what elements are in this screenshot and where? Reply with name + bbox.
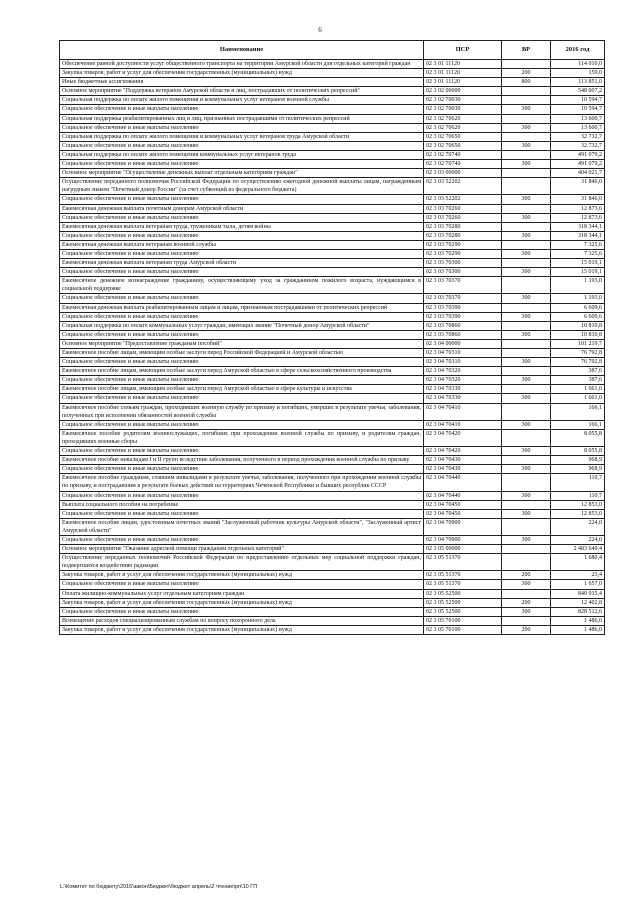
table-row [60, 87, 605, 96]
cell-vr [502, 60, 551, 69]
table-row [60, 385, 605, 394]
cell-amount: 968,9 [551, 465, 605, 474]
cell-name: Ежемесячное пособие лицам, имеющим особые заслуги перед Амурской областью в сфере сельскохозяйственного производства [60, 367, 424, 376]
cell-psr: 02 3 03 70390 [424, 303, 502, 312]
cell-name: Ежемесячная денежная выплата почетным донорам Амурской области [60, 204, 424, 213]
cell-vr [502, 259, 551, 268]
cell-psr: 02 3 04 70430 [424, 456, 502, 465]
cell-amount: 15 019,1 [551, 259, 605, 268]
cell-amount: 10 810,8 [551, 321, 605, 330]
cell-name: Социальное обеспечение и иные выплаты населению [60, 358, 424, 367]
table-row [60, 339, 605, 348]
cell-psr: 02 3 04 70900 [424, 535, 502, 544]
table-row [60, 213, 605, 222]
cell-name: Основное мероприятие "Осуществление денежных выплат отдельным категориям граждан" [60, 169, 424, 178]
cell-psr: 02 3 04 70330 [424, 385, 502, 394]
cell-psr: 02 3 03 70300 [424, 259, 502, 268]
cell-name: Социальное обеспечение и иные выплаты населению [60, 123, 424, 132]
cell-psr: 02 3 01 11120 [424, 60, 502, 69]
cell-amount: 1 661,0 [551, 394, 605, 403]
cell-name: Закупка товаров, работ и услуг для обеспечения государственных (муниципальных) нужд [60, 571, 424, 580]
table-row [60, 420, 605, 429]
cell-vr [502, 150, 551, 159]
table-row [60, 625, 605, 634]
cell-amount: 7 325,6 [551, 240, 605, 249]
cell-psr: 02 3 04 70310 [424, 358, 502, 367]
cell-psr: 02 3 03 70370 [424, 277, 502, 294]
cell-amount: 404 021,7 [551, 169, 605, 178]
cell-name: Социальное обеспечение и иные выплаты населению [60, 312, 424, 321]
table-row [60, 616, 605, 625]
cell-psr: 02 3 05 51370 [424, 571, 502, 580]
cell-name: Ежемесячное пособие лицам, имеющим особые заслуги перед Российской Федерацией и Амурской областью [60, 349, 424, 358]
cell-psr: 02 3 04 70330 [424, 394, 502, 403]
cell-psr: 02 3 04 70410 [424, 420, 502, 429]
cell-vr: 300 [502, 376, 551, 385]
cell-amount: 13 600,7 [551, 123, 605, 132]
table-row [60, 178, 605, 195]
cell-vr: 300 [502, 465, 551, 474]
cell-psr: 02 3 05 70100 [424, 625, 502, 634]
cell-psr: 02 3 04 70410 [424, 403, 502, 420]
cell-name: Социальное обеспечение и иные выплаты населению [60, 160, 424, 169]
table-row [60, 132, 605, 141]
cell-amount: 114 010,0 [551, 60, 605, 69]
cell-psr: 02 3 05 51370 [424, 580, 502, 589]
table-row [60, 500, 605, 509]
cell-vr [502, 169, 551, 178]
cell-amount: 76 792,8 [551, 358, 605, 367]
cell-psr: 02 3 05 51370 [424, 554, 502, 571]
header-name: Наименование [60, 41, 424, 60]
cell-amount: 166,1 [551, 403, 605, 420]
table-row [60, 447, 605, 456]
cell-amount: 32 732,7 [551, 141, 605, 150]
cell-name: Социальное обеспечение и иные выплаты населению [60, 420, 424, 429]
cell-psr: 02 3 03 00000 [424, 169, 502, 178]
cell-psr: 02 3 04 00000 [424, 339, 502, 348]
cell-amount: 6 609,6 [551, 303, 605, 312]
cell-name: Ежемесячная денежная выплата реабилитированным лицам и лицам, признанным пострадавшими от политических репрессий [60, 303, 424, 312]
cell-psr: 02 3 01 11120 [424, 78, 502, 87]
cell-psr: 02 3 04 70430 [424, 465, 502, 474]
cell-psr: 02 3 03 70860 [424, 321, 502, 330]
cell-amount: 968,9 [551, 456, 605, 465]
cell-name: Социальное обеспечение и иные выплаты населению [60, 105, 424, 114]
cell-vr [502, 87, 551, 96]
cell-name: Социальное обеспечение и иные выплаты населению [60, 580, 424, 589]
cell-name: Социальная поддержка по оплате жилого помещения и коммунальных услуг ветеранов труда Амурской области [60, 132, 424, 141]
table-row [60, 367, 605, 376]
cell-name: Ежемесячная денежная выплата ветеранам труда, труженикам тыла, детям войны [60, 222, 424, 231]
cell-vr [502, 554, 551, 571]
cell-name: Социальное обеспечение и иные выплаты населению [60, 268, 424, 277]
cell-vr [502, 132, 551, 141]
cell-psr: 02 3 03 70260 [424, 213, 502, 222]
cell-psr: 02 3 03 70290 [424, 249, 502, 258]
cell-name: Социальная поддержка реабилитированных лиц и лиц, признанных пострадавшими от политических репрессий [60, 114, 424, 123]
table-row [60, 277, 605, 294]
cell-vr [502, 303, 551, 312]
cell-vr: 300 [502, 123, 551, 132]
table-row [60, 349, 605, 358]
cell-name: Выплата социального пособия на погребение [60, 500, 424, 509]
cell-vr [502, 178, 551, 195]
table-row [60, 231, 605, 240]
header-year: 2016 год [551, 41, 605, 60]
cell-vr: 300 [502, 580, 551, 589]
cell-amount: 491 079,2 [551, 150, 605, 159]
table-row [60, 204, 605, 213]
cell-amount: 10 594,7 [551, 105, 605, 114]
cell-vr [502, 222, 551, 231]
cell-psr: 02 3 04 70320 [424, 376, 502, 385]
table-row [60, 114, 605, 123]
cell-vr [502, 204, 551, 213]
table-row [60, 259, 605, 268]
cell-psr: 02 3 04 70450 [424, 509, 502, 518]
cell-amount: 12 853,0 [551, 500, 605, 509]
cell-vr: 300 [502, 249, 551, 258]
header-psr: ПСР [424, 41, 502, 60]
cell-name: Иные бюджетные ассигнования [60, 78, 424, 87]
table-row [60, 456, 605, 465]
cell-psr: 02 3 05 70100 [424, 616, 502, 625]
cell-vr [502, 240, 551, 249]
table-row [60, 321, 605, 330]
cell-psr: 02 3 04 70420 [424, 429, 502, 446]
cell-amount: 224,0 [551, 535, 605, 544]
table-row [60, 222, 605, 231]
cell-name: Социальное обеспечение и иные выплаты населению [60, 465, 424, 474]
cell-psr: 02 3 03 70860 [424, 330, 502, 339]
table-row [60, 150, 605, 159]
cell-psr: 02 3 03 70300 [424, 268, 502, 277]
cell-amount: 387,6 [551, 376, 605, 385]
cell-vr: 300 [502, 312, 551, 321]
cell-vr: 300 [502, 607, 551, 616]
cell-amount: 6 609,6 [551, 312, 605, 321]
cell-name: Социальное обеспечение и иные выплаты населению [60, 447, 424, 456]
cell-psr: 02 3 01 11120 [424, 69, 502, 78]
cell-name: Социальное обеспечение и иные выплаты населению [60, 294, 424, 303]
cell-amount: 76 792,8 [551, 349, 605, 358]
budget-table [59, 40, 605, 635]
cell-vr [502, 114, 551, 123]
cell-psr: 02 3 04 70420 [424, 447, 502, 456]
cell-amount: 10 810,8 [551, 330, 605, 339]
cell-vr: 300 [502, 105, 551, 114]
cell-name: Основное мероприятие "Оказание адресной помощи гражданам отдельных категорий" [60, 545, 424, 554]
cell-name: Ежемесячное пособие родителям военнослужащих, погибших при прохождении военной службы по призыву, и родителям граждан, проходивших военные сборы [60, 429, 424, 446]
cell-amount: 12 873,6 [551, 213, 605, 222]
table-row [60, 598, 605, 607]
cell-name: Ежемесячная денежная выплата ветеранам труда Амурской области [60, 259, 424, 268]
cell-psr: 02 3 03 70260 [424, 204, 502, 213]
table-row [60, 249, 605, 258]
table-row [60, 465, 605, 474]
cell-name: Основное мероприятие "Предоставление гражданам пособий" [60, 339, 424, 348]
cell-name: Социальное обеспечение и иные выплаты населению [60, 231, 424, 240]
cell-name: Социальное обеспечение и иные выплаты населению [60, 491, 424, 500]
cell-amount: 13 600,7 [551, 114, 605, 123]
cell-amount: 1 486,0 [551, 625, 605, 634]
cell-vr: 300 [502, 268, 551, 277]
cell-vr: 300 [502, 195, 551, 204]
cell-amount: 166,1 [551, 420, 605, 429]
cell-vr [502, 545, 551, 554]
table-row [60, 123, 605, 132]
table-row [60, 60, 605, 69]
table-row [60, 105, 605, 114]
cell-psr: 02 3 04 70440 [424, 474, 502, 491]
cell-vr [502, 403, 551, 420]
cell-psr: 02 3 03 52202 [424, 195, 502, 204]
cell-name: Ежемесячное пособие инвалидам I и II групп вследствие заболевания, полученного в период прохождения военной службы по призыву [60, 456, 424, 465]
cell-psr: 02 3 05 52500 [424, 589, 502, 598]
table-row [60, 330, 605, 339]
table-row [60, 429, 605, 446]
cell-vr [502, 321, 551, 330]
table-row [60, 474, 605, 491]
cell-name: Ежемесячное денежное вознаграждение гражданину, осуществляющему уход за гражданином пожилого возраста, нуждающимся в социальной поддержке [60, 277, 424, 294]
cell-psr: 02 3 02 70030 [424, 96, 502, 105]
cell-name: Социальное обеспечение и иные выплаты населению [60, 330, 424, 339]
cell-name: Ежемесячное пособие гражданам, ставшим инвалидами в результате увечья, заболевания, полученного при прохождении военной службы по призыву, и пострадавшим в результате боевых действий на территориях Чеченской Республики и бывших республик СССР [60, 474, 424, 491]
cell-amount: 8 055,8 [551, 429, 605, 446]
table-row [60, 240, 605, 249]
cell-psr: 02 3 02 00000 [424, 87, 502, 96]
cell-amount: 828 512,6 [551, 607, 605, 616]
cell-vr: 200 [502, 571, 551, 580]
cell-psr: 02 3 03 52202 [424, 178, 502, 195]
cell-name: Социальная поддержка по оплате жилого помещения и коммунальных услуг ветеранов военной службы [60, 96, 424, 105]
cell-vr [502, 456, 551, 465]
table-row [60, 491, 605, 500]
table-row [60, 518, 605, 535]
table-row [60, 78, 605, 87]
cell-amount: 548 007,2 [551, 87, 605, 96]
cell-psr: 02 3 03 70280 [424, 222, 502, 231]
cell-vr: 300 [502, 447, 551, 456]
cell-amount: 23,4 [551, 571, 605, 580]
cell-psr: 02 3 04 70310 [424, 349, 502, 358]
table-row [60, 160, 605, 169]
table-row [60, 509, 605, 518]
cell-amount: 318 344,1 [551, 222, 605, 231]
cell-name: Социальное обеспечение и иные выплаты населению [60, 509, 424, 518]
cell-name: Социальная поддержка по оплате жилого помещения коммунальных услуг ветеранов труда [60, 150, 424, 159]
table-row [60, 554, 605, 571]
cell-psr: 02 3 03 70290 [424, 240, 502, 249]
cell-amount: 387,6 [551, 367, 605, 376]
cell-amount: 1 193,0 [551, 294, 605, 303]
cell-vr: 300 [502, 330, 551, 339]
table-row [60, 535, 605, 544]
cell-amount: 110,7 [551, 474, 605, 491]
table-row [60, 294, 605, 303]
cell-amount: 224,0 [551, 518, 605, 535]
cell-vr: 300 [502, 420, 551, 429]
cell-vr: 200 [502, 625, 551, 634]
cell-name: Оплата жилищно-коммунальных услуг отдельным категориям граждан [60, 589, 424, 598]
cell-amount: 491 079,2 [551, 160, 605, 169]
cell-vr [502, 339, 551, 348]
cell-vr: 300 [502, 394, 551, 403]
cell-amount: 31 846,0 [551, 178, 605, 195]
table-row [60, 195, 605, 204]
file-path-footer: L:\Комитет по бюджету\2016\закон\Бюджет\бюджет апрель\2 чтение\рп\10 ГП [60, 884, 258, 890]
cell-psr: 02 3 03 70370 [424, 294, 502, 303]
cell-psr: 02 3 04 70900 [424, 518, 502, 535]
cell-amount: 101 219,7 [551, 339, 605, 348]
cell-name: Обеспечение равной доступности услуг общественного транспорта на территории Амурской области для отдельных категорий граждан [60, 60, 424, 69]
table-row [60, 607, 605, 616]
cell-psr: 02 3 02 70620 [424, 114, 502, 123]
table-row [60, 580, 605, 589]
cell-amount: 1 486,0 [551, 616, 605, 625]
cell-name: Социальное обеспечение и иные выплаты населению [60, 535, 424, 544]
cell-vr [502, 589, 551, 598]
cell-amount: 159,0 [551, 69, 605, 78]
cell-name: Социальное обеспечение и иные выплаты населению [60, 607, 424, 616]
table-row [60, 394, 605, 403]
cell-vr [502, 96, 551, 105]
header-vr: ВР [502, 41, 551, 60]
cell-vr [502, 349, 551, 358]
cell-amount: 1 680,4 [551, 554, 605, 571]
cell-vr [502, 367, 551, 376]
cell-name: Возмещение расходов специализированным службам по вопросу похоронного дела [60, 616, 424, 625]
table-row [60, 403, 605, 420]
cell-psr: 02 3 05 52500 [424, 607, 502, 616]
cell-vr: 200 [502, 69, 551, 78]
cell-amount: 12 402,8 [551, 598, 605, 607]
cell-psr: 02 3 02 70740 [424, 160, 502, 169]
cell-psr: 02 3 04 70450 [424, 500, 502, 509]
cell-amount: 7 325,6 [551, 249, 605, 258]
table-row [60, 376, 605, 385]
cell-psr: 02 3 02 70030 [424, 105, 502, 114]
table-row [60, 169, 605, 178]
cell-vr: 300 [502, 509, 551, 518]
cell-amount: 32 732,7 [551, 132, 605, 141]
table-row [60, 303, 605, 312]
cell-vr [502, 385, 551, 394]
cell-amount: 15 019,1 [551, 268, 605, 277]
cell-psr: 02 3 03 70280 [424, 231, 502, 240]
cell-vr: 300 [502, 358, 551, 367]
table-row [60, 69, 605, 78]
cell-name: Социальное обеспечение и иные выплаты населению [60, 394, 424, 403]
cell-name: Социальное обеспечение и иные выплаты населению [60, 213, 424, 222]
cell-psr: 02 3 04 70440 [424, 491, 502, 500]
cell-vr: 300 [502, 231, 551, 240]
cell-name: Закупка товаров, работ и услуг для обеспечения государственных (муниципальных) нужд [60, 625, 424, 634]
cell-vr [502, 616, 551, 625]
cell-name: Социальное обеспечение и иные выплаты населению [60, 249, 424, 258]
cell-amount: 31 846,0 [551, 195, 605, 204]
cell-vr: 300 [502, 213, 551, 222]
cell-name: Ежемесячное пособие лицам, имеющим особые заслуги перед Амурской областью в сфере культуры и искусства [60, 385, 424, 394]
cell-name: Социальная поддержка по оплате коммунальных услуг граждан, имеющих звание "Почетный донор Амурской области" [60, 321, 424, 330]
cell-name: Социальное обеспечение и иные выплаты населению [60, 141, 424, 150]
cell-vr [502, 474, 551, 491]
cell-vr: 300 [502, 141, 551, 150]
cell-vr [502, 500, 551, 509]
cell-amount: 12 853,0 [551, 509, 605, 518]
page-number: 6 [318, 26, 322, 34]
cell-psr: 02 3 02 70650 [424, 141, 502, 150]
cell-vr: 300 [502, 160, 551, 169]
cell-amount: 318 344,1 [551, 231, 605, 240]
cell-name: Закупка товаров, работ и услуг для обеспечения государственных (муниципальных) нужд [60, 69, 424, 78]
cell-amount: 2 483 649,4 [551, 545, 605, 554]
cell-amount: 840 915,4 [551, 589, 605, 598]
cell-psr: 02 3 05 52500 [424, 598, 502, 607]
cell-vr [502, 429, 551, 446]
cell-vr: 200 [502, 598, 551, 607]
cell-amount: 113 851,0 [551, 78, 605, 87]
cell-name: Социальное обеспечение и иные выплаты населению [60, 195, 424, 204]
table-row [60, 545, 605, 554]
cell-name: Осуществление переданных полномочий Российской Федерации по предоставлению отдельных мер социальной поддержки граждан, подвергшихся воздействию радиации [60, 554, 424, 571]
table-row [60, 268, 605, 277]
cell-amount: 10 594,7 [551, 96, 605, 105]
cell-name: Ежемесячное пособие семьям граждан, проходивших военную службу по призыву и погибших, умерших в результате увечья, заболевания, полученных при исполнении обязанностей военной службы [60, 403, 424, 420]
cell-amount: 8 055,8 [551, 447, 605, 456]
cell-vr: 300 [502, 535, 551, 544]
table-row [60, 312, 605, 321]
cell-amount: 110,7 [551, 491, 605, 500]
cell-name: Ежемесячная денежная выплата ветеранам военной службы [60, 240, 424, 249]
cell-vr [502, 518, 551, 535]
table-row [60, 141, 605, 150]
cell-name: Основное мероприятие "Поддержка ветеранов Амурской области и лиц, пострадавших от политических репрессий" [60, 87, 424, 96]
cell-psr: 02 3 03 70390 [424, 312, 502, 321]
cell-psr: 02 3 02 70620 [424, 123, 502, 132]
cell-psr: 02 3 05 00000 [424, 545, 502, 554]
cell-amount: 1 661,0 [551, 385, 605, 394]
cell-amount: 1 657,0 [551, 580, 605, 589]
cell-vr [502, 277, 551, 294]
cell-psr: 02 3 02 70740 [424, 150, 502, 159]
cell-vr: 300 [502, 294, 551, 303]
table-header-row [60, 41, 605, 60]
cell-name: Ежемесячное пособие лицам, удостоенным почетных званий "Заслуженный работник культуры Амурской области", "Заслуженный артист Амурской области" [60, 518, 424, 535]
cell-psr: 02 3 02 70650 [424, 132, 502, 141]
cell-psr: 02 3 04 70320 [424, 367, 502, 376]
cell-name: Социальное обеспечение и иные выплаты населению [60, 376, 424, 385]
table-body [60, 60, 605, 635]
cell-amount: 1 193,0 [551, 277, 605, 294]
cell-amount: 12 873,6 [551, 204, 605, 213]
table-row [60, 358, 605, 367]
table-row [60, 96, 605, 105]
cell-name: Закупка товаров, работ и услуг для обеспечения государственных (муниципальных) нужд [60, 598, 424, 607]
cell-vr: 800 [502, 78, 551, 87]
cell-name: Осуществление переданного полномочия Российской Федерации по осуществлению ежегодной денежной выплаты лицам, награжденным нагрудным знаком "Почетный донор России" (за счет субвенций из федерального бюджета) [60, 178, 424, 195]
table-row [60, 571, 605, 580]
table-row [60, 589, 605, 598]
cell-vr: 300 [502, 491, 551, 500]
